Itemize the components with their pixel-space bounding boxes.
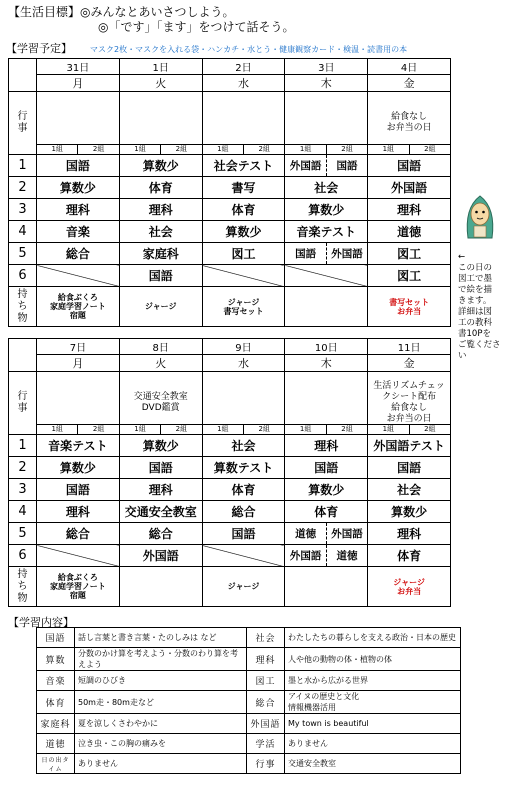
subject-cell: 算数少 [285, 479, 368, 501]
content-detail: 墨と水から広がる世界 [285, 671, 461, 691]
subject-cell: 算数少 [119, 435, 202, 457]
mascot-illustration [460, 188, 500, 240]
class-split [120, 424, 202, 434]
day-cell: 水 [202, 355, 285, 372]
subject-cell: 算数少 [37, 457, 120, 479]
subject-cell: 理科 [368, 199, 451, 221]
day-row [9, 355, 451, 372]
event-cell [119, 372, 202, 435]
class-split [368, 144, 450, 154]
content-row [37, 754, 461, 774]
content-row [37, 734, 461, 754]
kumi-2-label: 2組 [77, 425, 118, 434]
period-row [9, 457, 451, 479]
subject-cell [202, 265, 285, 287]
split-subject [285, 243, 367, 264]
period-row [9, 155, 451, 177]
event-text: 交通安全教室 DVD鑑賞 [133, 392, 188, 413]
mochimono-row [9, 567, 451, 607]
subject-half: 道徳 [295, 528, 317, 540]
subject-cell: 理科 [119, 199, 202, 221]
subject-cell: 国語 [368, 155, 451, 177]
period-number: 5 [9, 523, 37, 545]
period-row [9, 243, 451, 265]
kumi-2-label: 2組 [326, 425, 367, 434]
subject-cell: 総合 [37, 523, 120, 545]
subject-cell [285, 545, 368, 567]
mochimono-cell: 給食ぶくろ 家庭学習ノート 宿題 [37, 287, 120, 327]
kumi-1-label: 1組 [51, 425, 63, 433]
period-row [9, 177, 451, 199]
class-split [203, 144, 285, 154]
subject-cell [37, 265, 120, 287]
subject-cell [37, 545, 120, 567]
subject-half: 国語 [295, 248, 317, 260]
period-number: 5 [9, 243, 37, 265]
kumi-1-label: 1組 [217, 145, 229, 153]
date-cell: 9日 [202, 339, 285, 355]
content-subject: 図工 [247, 671, 285, 691]
content-subject: 学活 [247, 734, 285, 754]
event-cell [202, 92, 285, 155]
subject-cell: 体育 [119, 177, 202, 199]
class-split [368, 424, 450, 434]
subject-cell: 体育 [368, 545, 451, 567]
event-text: 生活リズムチェッ クシート配布 給食なし お弁当の日 [373, 381, 445, 424]
period-number: 2 [9, 177, 37, 199]
content-detail: 泣き虫・この胸の痛みを [75, 734, 247, 754]
kumi-2-label: 2組 [326, 145, 367, 154]
subject-cell: 総合 [119, 523, 202, 545]
mochimono-cell [285, 567, 368, 607]
period-number: 1 [9, 155, 37, 177]
content-subject: 音楽 [37, 671, 75, 691]
day-row [9, 75, 451, 92]
period-row [9, 221, 451, 243]
subject-cell: 国語 [37, 155, 120, 177]
kumi-1-label: 1組 [134, 425, 146, 433]
event-cell [202, 372, 285, 435]
day-cell: 木 [285, 355, 368, 372]
day-cell: 木 [285, 75, 368, 92]
date-cell: 8日 [119, 339, 202, 355]
period-number: 3 [9, 199, 37, 221]
subject-cell: 国語 [119, 265, 202, 287]
subject-cell: 家庭科 [119, 243, 202, 265]
subject-cell: 音楽テスト [37, 435, 120, 457]
gyoji-label: 行 事 [9, 372, 37, 435]
date-row [9, 339, 451, 355]
period-number: 1 [9, 435, 37, 457]
mochimono-cell: ジャージ 書写セット [202, 287, 285, 327]
mochimono-cell: 書写セット お弁当 [368, 287, 451, 327]
content-detail: ありません [75, 754, 247, 774]
schedule-label: 【学習予定】 [6, 42, 72, 55]
subject-cell: 算数テスト [202, 457, 285, 479]
subject-cell: 算数少 [368, 501, 451, 523]
mochimono-label: 持 ち 物 [9, 567, 37, 607]
date-cell: 10日 [285, 339, 368, 355]
subject-cell: 交通安全教室 [119, 501, 202, 523]
subject-cell: 国語 [368, 457, 451, 479]
date-cell: 4日 [368, 59, 451, 75]
items-needed: マスク2枚・マスクを入れる袋・ハンカチ・水とう・健康観察カード・検温・読書用の本 [90, 45, 408, 54]
kumi-2-label: 2組 [243, 425, 284, 434]
event-cell [368, 92, 451, 155]
subject-cell: 音楽 [37, 221, 120, 243]
content-detail: わたしたちの暮らしを支える政治・日本の歴史 [285, 628, 461, 648]
content-subject: 総合 [247, 691, 285, 714]
period-number: 6 [9, 545, 37, 567]
period-number: 2 [9, 457, 37, 479]
content-detail: 人や他の動物の体・植物の体 [285, 648, 461, 671]
content-subject: 理科 [247, 648, 285, 671]
subject-cell: 体育 [202, 199, 285, 221]
event-cell [285, 92, 368, 155]
subject-half: 外国語 [289, 160, 322, 172]
event-row [9, 92, 451, 155]
event-cell [37, 372, 120, 435]
subject-cell: 理科 [285, 435, 368, 457]
kumi-1-label: 1組 [382, 425, 395, 433]
day-cell: 水 [202, 75, 285, 92]
subject-cell [202, 545, 285, 567]
mochimono-cell [119, 567, 202, 607]
class-split [37, 144, 119, 154]
subject-cell: 図工 [202, 243, 285, 265]
period-row [9, 523, 451, 545]
subject-cell: 道徳 [368, 221, 451, 243]
content-detail: アイヌの歴史と文化 情報機器活用 [285, 691, 461, 714]
date-cell: 7日 [37, 339, 120, 355]
subject-cell: 社会 [285, 177, 368, 199]
content-subject: 社会 [247, 628, 285, 648]
class-split [285, 424, 367, 434]
week2-schedule [8, 338, 451, 607]
subject-half: 道徳 [326, 545, 367, 566]
split-subject [285, 545, 367, 566]
kumi-1-label: 1組 [382, 145, 395, 153]
split-subject [285, 523, 367, 544]
class-split [37, 424, 119, 434]
content-detail: 分数のかけ算を考えよう・分数のわり算を考えよう [75, 648, 247, 671]
event-cell [285, 372, 368, 435]
event-cell [368, 372, 451, 435]
side-note-text: ← この日の 図工で墨 で絵を描 きます。 詳細は図 工の教科 書10Pを ご覧くださ い [458, 252, 501, 361]
split-subject [285, 155, 367, 176]
mochimono-cell [285, 287, 368, 327]
subject-cell [285, 155, 368, 177]
content-row [37, 648, 461, 671]
content-subject: 道徳 [37, 734, 75, 754]
day-cell: 月 [37, 75, 120, 92]
content-row [37, 671, 461, 691]
subject-cell: 音楽テスト [285, 221, 368, 243]
side-note [458, 252, 512, 362]
mochimono-cell: 給食ぶくろ 家庭学習ノート 宿題 [37, 567, 120, 607]
content-row [37, 628, 461, 648]
subject-cell [285, 523, 368, 545]
content-subject: 家庭科 [37, 714, 75, 734]
event-text: 給食なし お弁当の日 [386, 112, 432, 133]
subject-cell: 国語 [37, 479, 120, 501]
subject-half: 外国語 [326, 243, 367, 264]
subject-half: 外国語 [289, 550, 322, 562]
subject-half: 国語 [326, 155, 367, 176]
content-subject: 外国語 [247, 714, 285, 734]
class-split [120, 144, 202, 154]
period-row [9, 265, 451, 287]
goal-label: 【生活目標】 [8, 5, 81, 19]
period-number: 6 [9, 265, 37, 287]
date-cell: 31日 [37, 59, 120, 75]
subject-cell: 社会 [119, 221, 202, 243]
date-cell: 1日 [119, 59, 202, 75]
subject-cell: 図工 [368, 265, 451, 287]
subject-cell: 外国語 [368, 177, 451, 199]
content-subject: 日の出タイム [37, 754, 75, 774]
content-subject: 行事 [247, 754, 285, 774]
period-row [9, 545, 451, 567]
subject-cell: 国語 [285, 457, 368, 479]
class-split [285, 144, 367, 154]
event-cell [37, 92, 120, 155]
kumi-2-label: 2組 [243, 145, 284, 154]
content-detail: 夏を涼しくさわやかに [75, 714, 247, 734]
event-row [9, 372, 451, 435]
period-row [9, 199, 451, 221]
kumi-1-label: 1組 [51, 145, 63, 153]
date-cell: 3日 [285, 59, 368, 75]
period-row [9, 501, 451, 523]
date-cell: 2日 [202, 59, 285, 75]
kumi-2-label: 2組 [409, 425, 450, 434]
mochimono-cell: ジャージ お弁当 [368, 567, 451, 607]
period-number: 4 [9, 221, 37, 243]
subject-cell [285, 265, 368, 287]
subject-cell: 体育 [202, 479, 285, 501]
content-subject: 体育 [37, 691, 75, 714]
subject-cell: 体育 [285, 501, 368, 523]
content-detail: 50m走・80m走など [75, 691, 247, 714]
kumi-1-label: 1組 [299, 145, 312, 153]
date-cell: 11日 [368, 339, 451, 355]
content-row [37, 714, 461, 734]
kumi-1-label: 1組 [217, 425, 229, 433]
kumi-1-label: 1組 [134, 145, 146, 153]
goal-line-1: ◎みんなとあいさつしよう。 [80, 5, 235, 19]
content-subject: 算数 [37, 648, 75, 671]
subject-cell [285, 243, 368, 265]
subject-cell: 理科 [368, 523, 451, 545]
week1-schedule [8, 58, 451, 327]
subject-cell: 社会 [368, 479, 451, 501]
date-row [9, 59, 451, 75]
mochimono-cell: ジャージ [202, 567, 285, 607]
life-goal [8, 6, 235, 19]
subject-cell: 算数少 [285, 199, 368, 221]
kumi-2-label: 2組 [77, 145, 118, 154]
subject-cell: 算数少 [202, 221, 285, 243]
subject-cell: 理科 [119, 479, 202, 501]
kumi-2-label: 2組 [160, 425, 201, 434]
subject-cell: 社会テスト [202, 155, 285, 177]
day-cell: 火 [119, 355, 202, 372]
subject-cell: 書写 [202, 177, 285, 199]
content-label: 【学習内容】 [8, 616, 74, 629]
subject-cell: 総合 [202, 501, 285, 523]
day-cell: 金 [368, 355, 451, 372]
day-cell: 火 [119, 75, 202, 92]
subject-cell: 算数少 [119, 155, 202, 177]
subject-half: 外国語 [326, 523, 367, 544]
subject-cell: 理科 [37, 501, 120, 523]
content-row [37, 691, 461, 714]
kumi-2-label: 2組 [160, 145, 201, 154]
subject-cell: 理科 [37, 199, 120, 221]
subject-cell: 算数少 [37, 177, 120, 199]
kumi-2-label: 2組 [409, 145, 450, 154]
day-cell: 月 [37, 355, 120, 372]
subject-cell: 図工 [368, 243, 451, 265]
goal-line-2: ◎「です」「ます」をつけて話そう。 [98, 20, 295, 34]
mochimono-cell: ジャージ [119, 287, 202, 327]
period-row [9, 435, 451, 457]
subject-cell: 社会 [202, 435, 285, 457]
content-table [36, 627, 461, 774]
content-detail: ありません [285, 734, 461, 754]
content-detail: My town is beautiful [285, 714, 461, 734]
day-cell: 金 [368, 75, 451, 92]
period-number: 4 [9, 501, 37, 523]
subject-cell: 国語 [119, 457, 202, 479]
gyoji-label: 行 事 [9, 92, 37, 155]
content-detail: 交通安全教室 [285, 754, 461, 774]
mochimono-label: 持 ち 物 [9, 287, 37, 327]
period-number: 3 [9, 479, 37, 501]
subject-cell: 国語 [202, 523, 285, 545]
class-split [203, 424, 285, 434]
mochimono-row [9, 287, 451, 327]
subject-cell: 外国語テスト [368, 435, 451, 457]
event-cell [119, 92, 202, 155]
subject-cell: 総合 [37, 243, 120, 265]
content-detail: 短調のひびき [75, 671, 247, 691]
kumi-1-label: 1組 [299, 425, 312, 433]
period-row [9, 479, 451, 501]
subject-cell: 外国語 [119, 545, 202, 567]
content-subject: 国語 [37, 628, 75, 648]
content-detail: 話し言葉と書き言葉・たのしみは など [75, 628, 247, 648]
